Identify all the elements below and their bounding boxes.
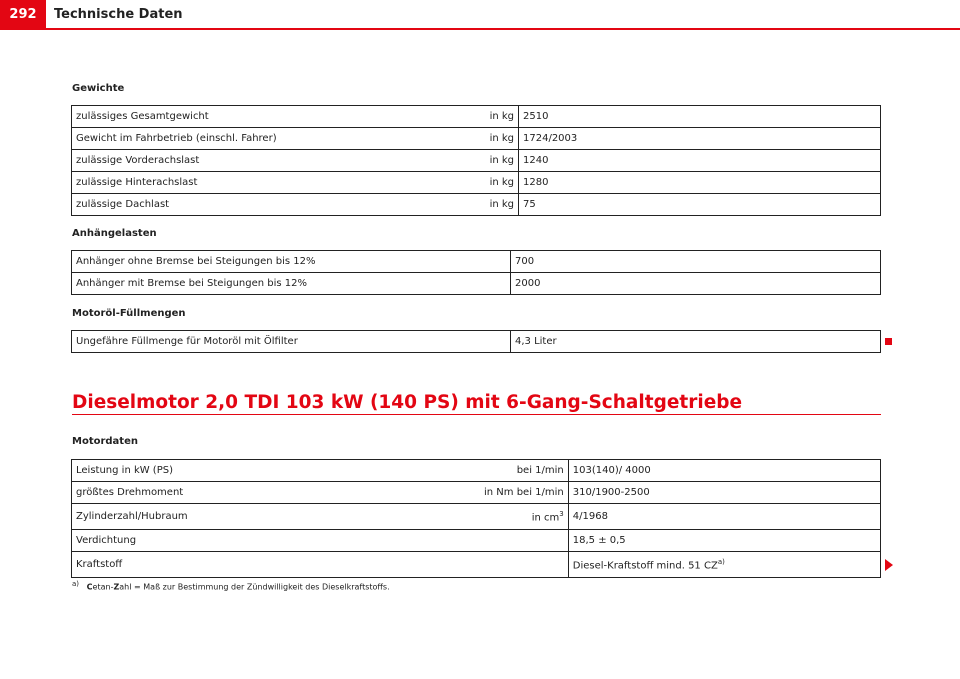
oil-table [71,330,881,353]
table-row [72,172,881,194]
footnote-z: Z [113,582,120,592]
table-row [72,194,881,216]
footnote-text: ahl = Maß zur Bestimmung der Zündwilligkeit des Dieselkraftstoffs. [119,582,390,592]
row-label: zulässige Vorderachslast [72,150,481,172]
table-row [72,273,881,295]
row-value: 103(140)/ 4000 [568,460,880,482]
table-row [72,552,881,578]
row-unit: bei 1/min [480,460,568,482]
table-row [72,331,881,353]
unit-superscript: 3 [559,509,564,518]
row-value: 18,5 ± 0,5 [568,530,880,552]
row-unit [480,530,568,552]
row-unit: in kg [480,150,519,172]
row-unit [480,552,568,578]
row-value: 700 [511,251,881,273]
row-value: 75 [519,194,881,216]
footnote-marker: a) [72,580,80,588]
row-label: Anhänger mit Bremse bei Steigungen bis 12% [72,273,511,295]
section-heading: Dieselmotor 2,0 TDI 103 kW (140 PS) mit 6-Gang-Schaltgetriebe [72,392,743,413]
row-label: zulässige Dachlast [72,194,481,216]
footnote [72,580,390,592]
section-end-marker [885,338,892,345]
table-row [72,482,881,504]
row-label: Kraftstoff [72,552,481,578]
row-value: 4,3 Liter [511,331,881,353]
trailer-table [71,250,881,295]
heading-divider [72,414,881,415]
continue-arrow-icon [885,559,893,571]
table-row [72,251,881,273]
row-label: Anhänger ohne Bremse bei Steigungen bis 12% [72,251,511,273]
row-value: 2000 [511,273,881,295]
row-value: 1240 [519,150,881,172]
row-value: 1724/2003 [519,128,881,150]
table-row [72,106,881,128]
row-unit: in kg [480,172,519,194]
unit-text: in cm [531,512,560,524]
weights-table [71,105,881,216]
table-row [72,128,881,150]
row-unit: in kg [480,128,519,150]
row-label: Ungefähre Füllmenge für Motoröl mit Ölfilter [72,331,511,353]
footnote-c: C [86,582,93,592]
table-row [72,530,881,552]
table-row [72,150,881,172]
row-value: 2510 [519,106,881,128]
section-label-trailer: Anhängelasten [72,228,157,239]
row-unit: in Nm bei 1/min [480,482,568,504]
table-row [72,460,881,482]
row-label: Gewicht im Fahrbetrieb (einschl. Fahrer) [72,128,481,150]
footnote-etan: etan- [92,582,114,592]
row-label: zulässige Hinterachslast [72,172,481,194]
row-value [568,552,880,578]
row-unit [480,504,568,530]
engine-table [71,459,881,578]
row-label: zulässiges Gesamtgewicht [72,106,481,128]
row-value: 310/1900-2500 [568,482,880,504]
section-label-weights: Gewichte [72,83,125,94]
page-title: Technische Daten [54,7,183,22]
row-label: größtes Drehmoment [72,482,481,504]
row-value: 1280 [519,172,881,194]
section-label-oil: Motoröl-Füllmengen [72,308,186,319]
section-label-engine: Motordaten [72,436,138,447]
row-label: Leistung in kW (PS) [72,460,481,482]
row-unit: in kg [480,106,519,128]
page-number: 292 [0,0,46,29]
value-text: Diesel-Kraftstoff mind. 51 CZ [572,560,718,572]
footnote-ref: a) [717,557,725,566]
row-value: 4/1968 [568,504,880,530]
row-label: Verdichtung [72,530,481,552]
header-divider [0,28,960,30]
row-label: Zylinderzahl/Hubraum [72,504,481,530]
row-unit: in kg [480,194,519,216]
table-row [72,504,881,530]
